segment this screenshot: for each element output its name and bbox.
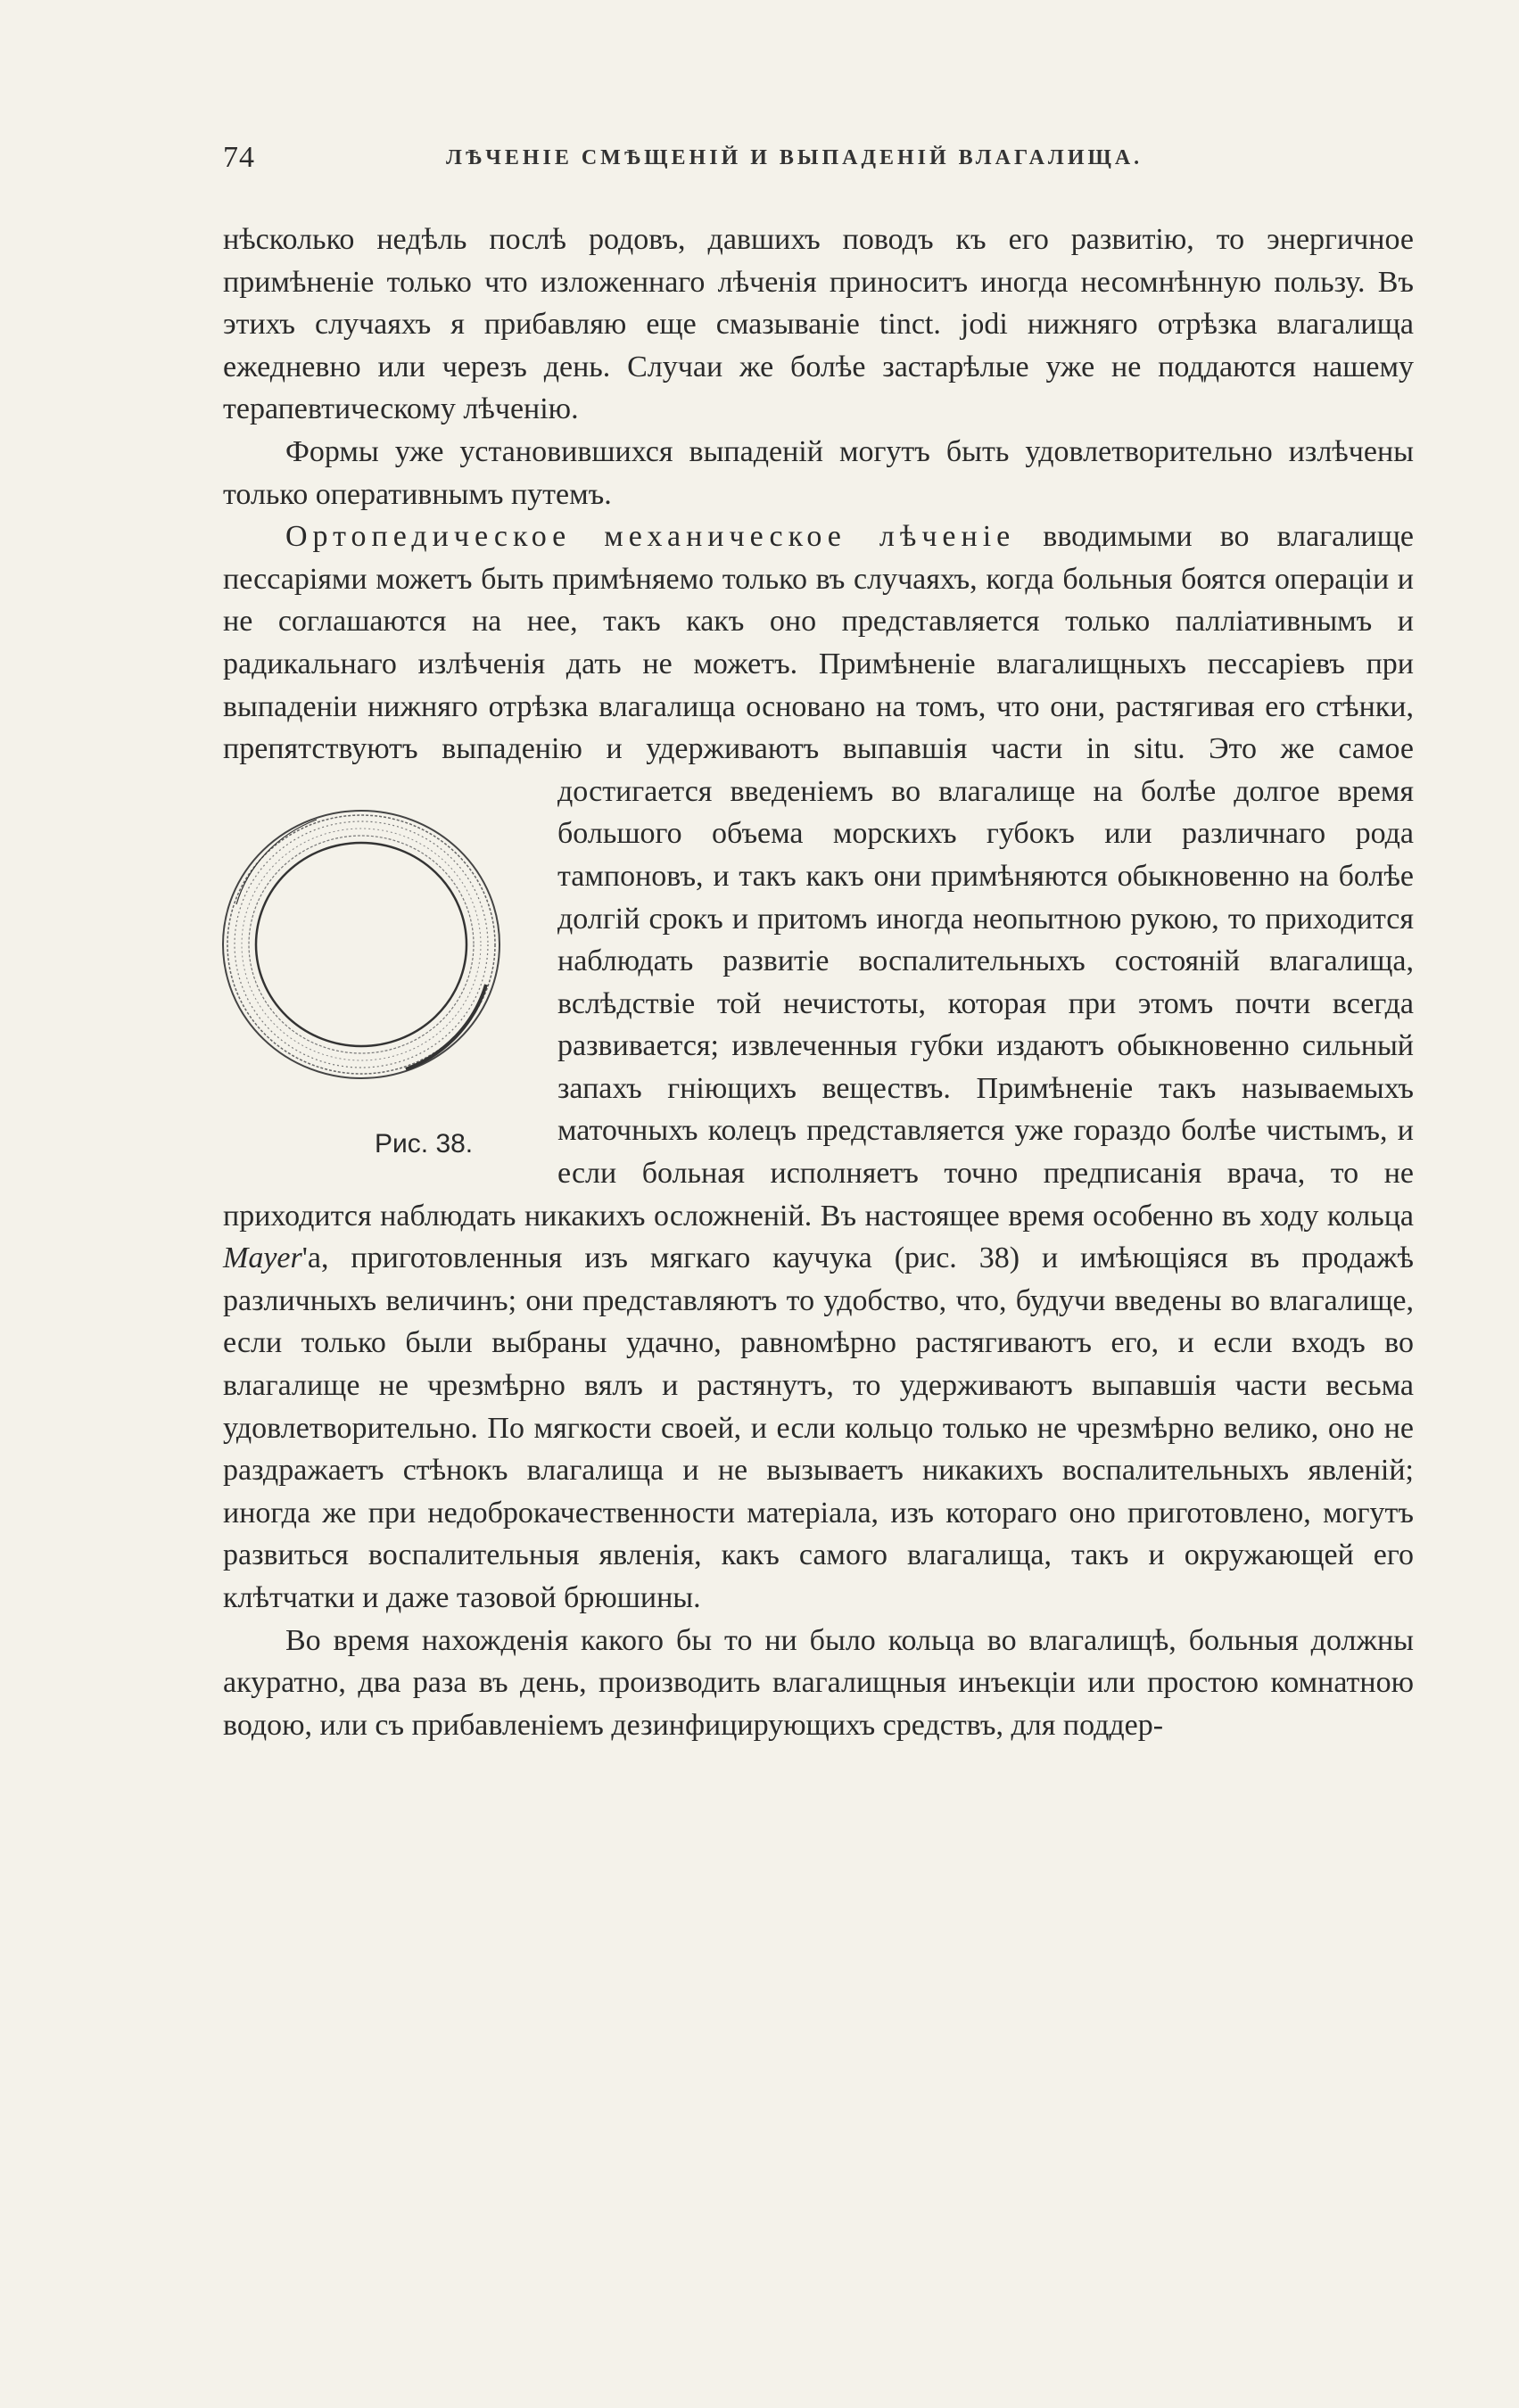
author-name-italic: Mayer (223, 1241, 302, 1275)
paragraph-3-text-b: 'а, приготовленныя изъ мягкаго каучука (рис. 38) и имѣющіяся въ продажѣ различныхъ величинъ; они представляютъ то удобство, что, будучи введены во влагалище, если только были выбраны удачно, равномѣрно растягиваютъ его, и если входъ во влагалище не чрезмѣрно вялъ и растянутъ, то удерживаютъ выпавшія части весьма удовлетворительно. По мягкости своей, и если кольцо только не чрезмѣрно велико, оно не раздражаетъ стѣнокъ влагалища и не вызываетъ никакихъ воспалительныхъ явленій; иногда же при недоброкачественности матеріала, изъ котораго оно приготовлено, могутъ развиться воспалительныя явленія, какъ самого влагалища, такъ и окружающей его клѣтчатки и даже тазовой брюшины. (223, 1241, 1414, 1614)
paragraph-3 (223, 515, 1414, 1619)
paragraph-3-text-a: вводимыми во влагалище пессаріями можетъ быть примѣняемо только въ случаяхъ, когда больныя боятся операціи и не соглашаются на нее, такъ какъ оно представляется только палліативнымъ и радикальнаго излѣченія дать не можетъ. Примѣненіе влагалищныхъ пессаріевъ при выпаденіи нижняго отрѣзка влагалища основано на томъ, что они, растягивая его стѣнки, препятствуютъ выпаденію и удерживаютъ выпавшія части in situ. Это же самое достигается Рис. 38. введеніемъ во влагалище на болѣе долгое время большого объема морскихъ губокъ или различнаго рода тампоновъ, и такъ какъ они примѣняются обыкновенно на болѣе долгій срокъ и притомъ иногда неопытною рукою, то приходится наблюдать развитіе воспалительныхъ состояній влагалища, вслѣдствіе той нечистоты, которая при этомъ почти всегда развивается; извлеченныя губки издаютъ обыкновенно сильный запахъ гніющихъ веществъ. Примѣненіе такъ называемыхъ маточныхъ колецъ представляется уже гораздо болѣе чистымъ, и если больная исполняетъ точно предписанія врача, то не приходится наблюдать никакихъ осложненій. Въ настоящее время особенно въ ходу кольца (223, 520, 1414, 1233)
running-head: ЛѢЧЕНІЕ СМѢЩЕНІЙ И ВЫПАДЕНІЙ ВЛАГАЛИЩА. (446, 146, 1143, 169)
paragraph-1: нѣсколько недѣль послѣ родовъ, давшихъ поводъ къ его развитію, то энергичное примѣненіе только что изложеннаго лѣченія приноситъ иногда несомнѣнную пользу. Въ этихъ случаяхъ я прибавляю еще смазываніе tinct. jodi нижняго отрѣзка влагалища ежедневно или черезъ день. Случаи же болѣе застарѣлые уже не поддаются нашему терапевтическому лѣченію. (223, 223, 1414, 426)
figure-38 (192, 771, 540, 1185)
ring-pessary-illustration (219, 797, 513, 1092)
spaced-lead-text: Ортопедическое механическое лѣченіе (285, 520, 1016, 554)
paragraph-2: Формы уже установившихся выпаденій могутъ быть удовлетворительно излѣчены только оперативнымъ путемъ. (223, 434, 1414, 511)
figure-caption: Рис. 38. (375, 1128, 474, 1159)
paragraph-4: Во время нахожденія какого бы то ни было кольца во влагалищѣ, больныя должны акуратно, два раза въ день, производить влагалищныя инъекціи или простою комнатною водою, или съ прибавленіемъ дезинфицирующихъ средствъ, для поддер- (223, 1623, 1414, 1742)
body-text (223, 219, 1414, 1746)
page-number: 74 (223, 141, 255, 174)
